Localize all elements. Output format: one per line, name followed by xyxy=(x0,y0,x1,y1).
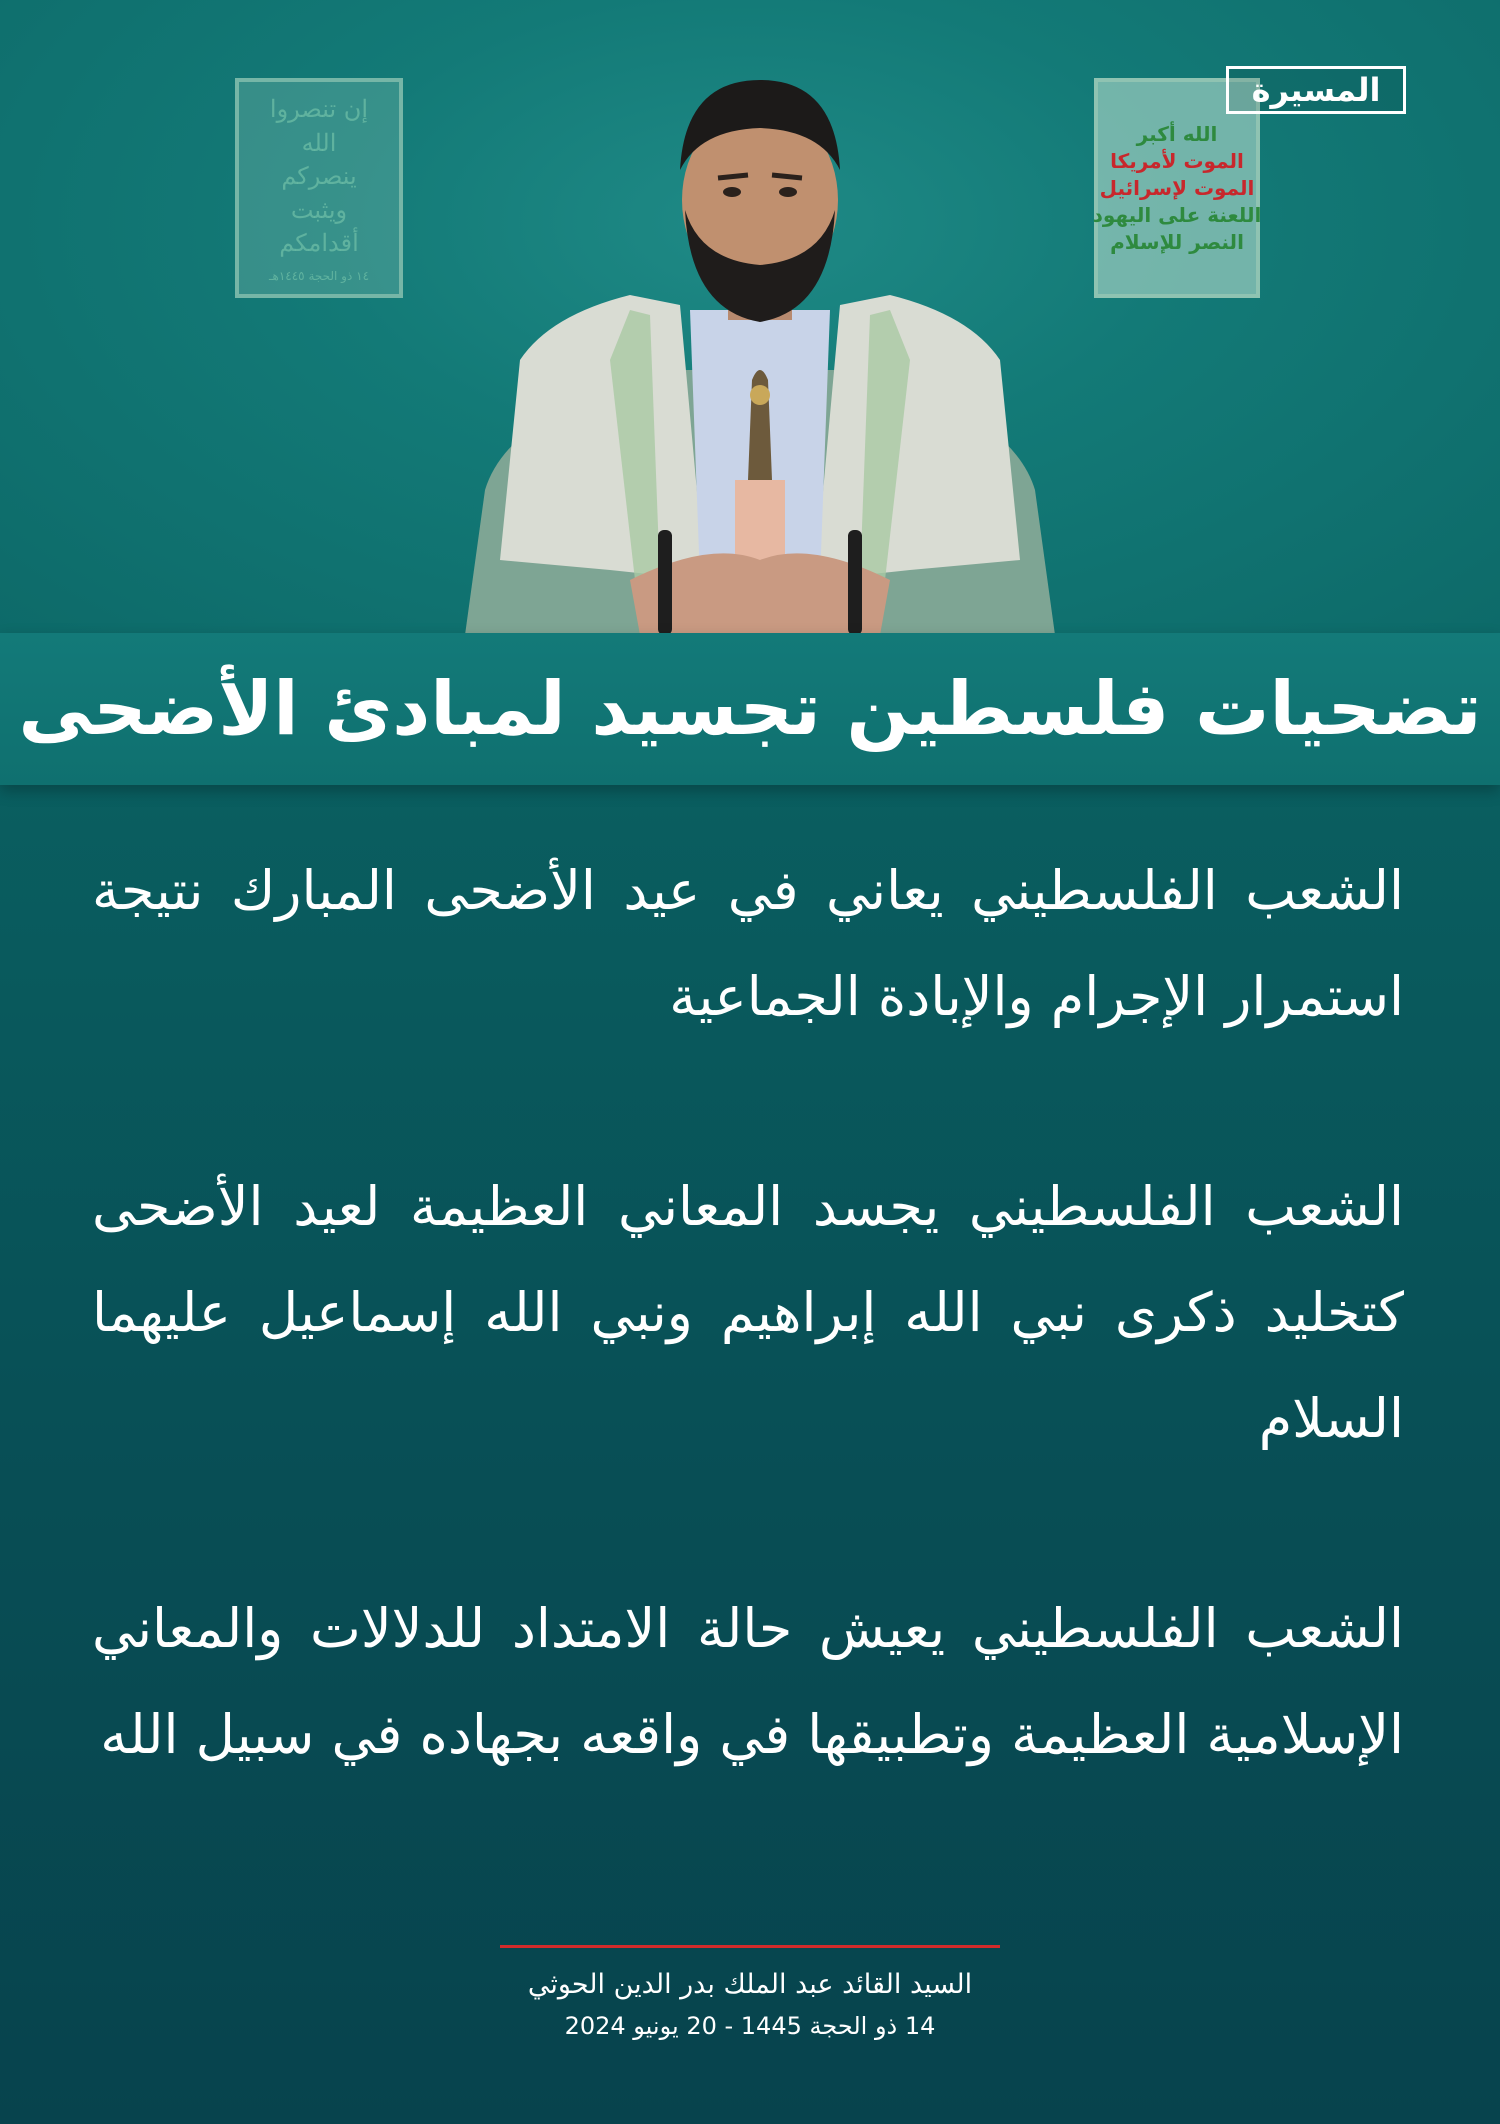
right-emblem-line-2: الموت لأمريكا xyxy=(1110,148,1244,173)
footer-divider xyxy=(500,1945,1000,1948)
speaker-shawl-left xyxy=(500,295,705,580)
left-emblem-date: ١٤ ذو الحجة ١٤٤٥هـ xyxy=(269,268,370,283)
right-emblem-line-3: الموت لإسرائيل xyxy=(1099,175,1255,200)
left-emblem-banner xyxy=(235,78,403,298)
left-emblem-line-1: إن تنصروا الله xyxy=(269,95,369,157)
speaker-portrait xyxy=(460,60,1060,635)
left-emblem-line-3: ويثبت أقدامكم xyxy=(279,195,359,258)
quote-paragraph-2: الشعب الفلسطيني يجسد المعاني العظيمة لعيد الأضحى كتخليد ذكرى نبي الله إبراهيم ونبي الله إسماعيل عليهما السلام xyxy=(92,1175,1404,1450)
right-emblem-line-1: الله أكبر xyxy=(1136,121,1218,146)
quote-paragraph-1: الشعب الفلسطيني يعاني في عيد الأضحى المبارك نتيجة استمرار الإجرام والإبادة الجماعية xyxy=(92,859,1404,1028)
header-photo xyxy=(0,0,1500,635)
microphone-left xyxy=(658,530,672,635)
speaker-shawl-right xyxy=(815,295,1020,580)
speaker-name: السيد القائد عبد الملك بدر الدين الحوثي xyxy=(527,1969,973,2000)
right-emblem-line-5: النصر للإسلام xyxy=(1110,229,1244,254)
quotes-section xyxy=(92,838,1404,1788)
speech-date: 14 ذو الحجة 1445 - 20 يونيو 2024 xyxy=(564,2011,936,2040)
right-emblem-line-4: اللعنة على اليهود xyxy=(1092,202,1262,227)
channel-logo: المسيرة xyxy=(1226,66,1406,114)
microphone-right xyxy=(848,530,862,635)
footer xyxy=(0,1945,1500,2040)
page-title: تضحيات فلسطين تجسيد لمبادئ الأضحى xyxy=(18,666,1482,752)
left-emblem-line-2: ينصركم xyxy=(281,162,357,191)
quote-paragraph-3: الشعب الفلسطيني يعيش حالة الامتداد للدلالات والمعاني الإسلامية العظيمة وتطبيقها في واقعه بجهاده في سبيل الله xyxy=(92,1597,1404,1766)
title-band xyxy=(0,633,1500,785)
